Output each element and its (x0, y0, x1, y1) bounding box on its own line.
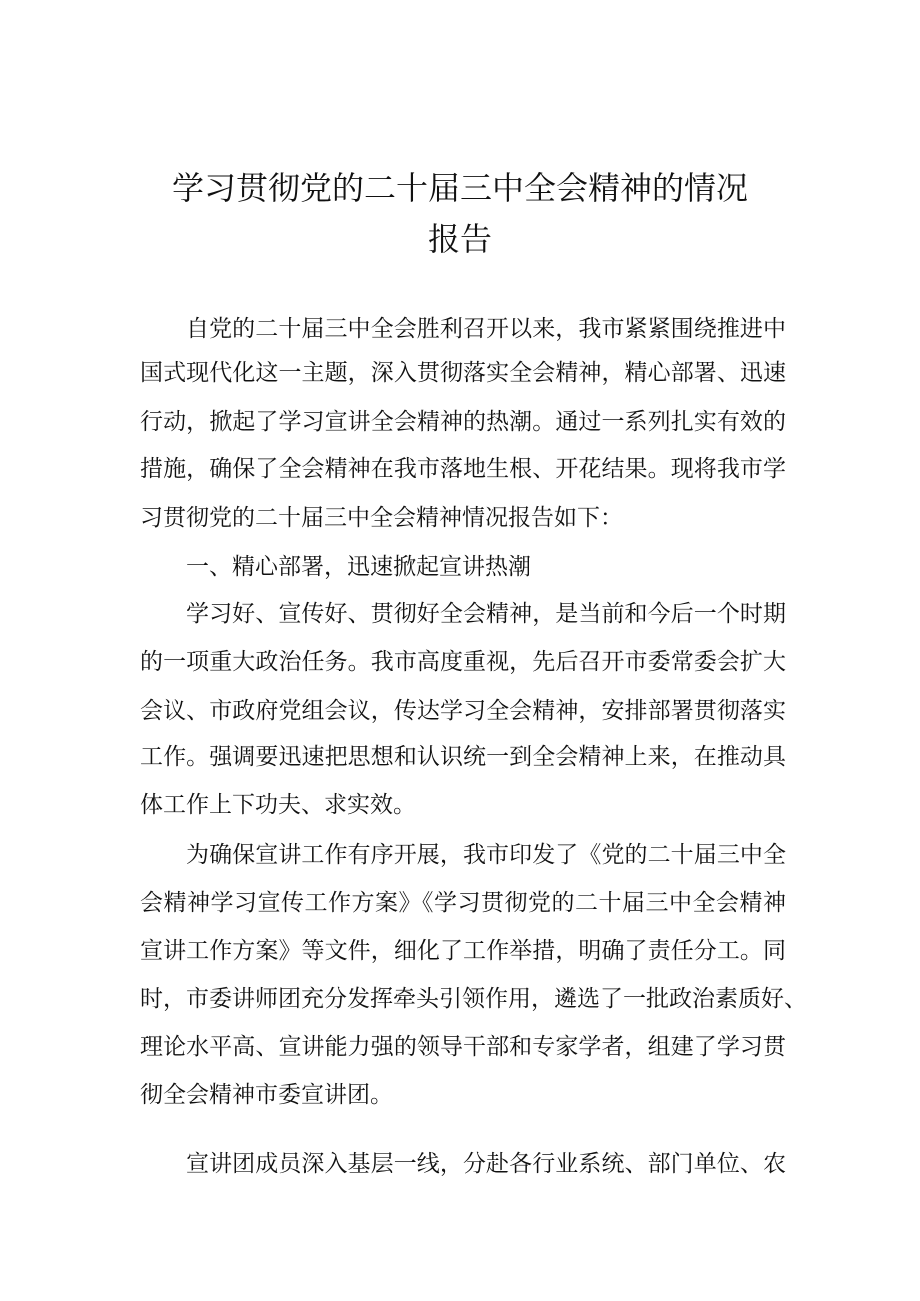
paragraph-line: 的一项重大政治任务。我市高度重视，先后召开市委常委会扩大 (140, 649, 786, 675)
paragraph-line: 行动，掀起了学习宣讲全会精神的热潮。通过一系列扎实有效的 (140, 409, 786, 435)
paragraph-line: 工作。强调要迅速把思想和认识统一到全会精神上来，在推动具 (140, 744, 786, 770)
paragraph-line: 宣讲团成员深入基层一线，分赴各行业系统、部门单位、农 (186, 1151, 786, 1177)
paragraph-line: 学习好、宣传好、贯彻好全会精神，是当前和今后一个时期 (186, 601, 786, 627)
paragraph-line: 习贯彻党的二十届三中全会精神情况报告如下： (140, 505, 623, 531)
paragraph-line: 体工作上下功夫、求实效。 (140, 792, 416, 818)
paragraph-line: 自党的二十届三中全会胜利召开以来，我市紧紧围绕推进中 (186, 316, 786, 342)
paragraph-line: 宣讲工作方案》等文件，细化了工作举措，明确了责任分工。同 (140, 938, 786, 964)
paragraph-line: 为确保宣讲工作有序开展，我市印发了《党的二十届三中全 (186, 842, 786, 868)
paragraph-line: 会议、市政府党组会议，传达学习全会精神，安排部署贯彻落实 (140, 698, 786, 724)
document-title-line-1: 学习贯彻党的二十届三中全会精神的情况 (171, 169, 748, 207)
paragraph-line: 理论水平高、宣讲能力强的领导干部和专家学者，组建了学习贯 (140, 1034, 786, 1060)
document-title-line-2: 报告 (427, 220, 492, 258)
paragraph-line: 彻全会精神市委宣讲团。 (140, 1082, 393, 1108)
paragraph-line: 时，市委讲师团充分发挥牵头引领作用，遴选了一批政治素质好、 (140, 986, 807, 1012)
paragraph-line: 国式现代化这一主题，深入贯彻落实全会精神，精心部署、迅速 (140, 360, 786, 386)
paragraph-line: 措施，确保了全会精神在我市落地生根、开花结果。现将我市学 (140, 456, 786, 482)
paragraph-line: 会精神学习宣传工作方案》《学习贯彻党的二十届三中全会精神 (140, 890, 786, 916)
section-heading-1: 一、精心部署，迅速掀起宣讲热潮 (186, 554, 531, 580)
